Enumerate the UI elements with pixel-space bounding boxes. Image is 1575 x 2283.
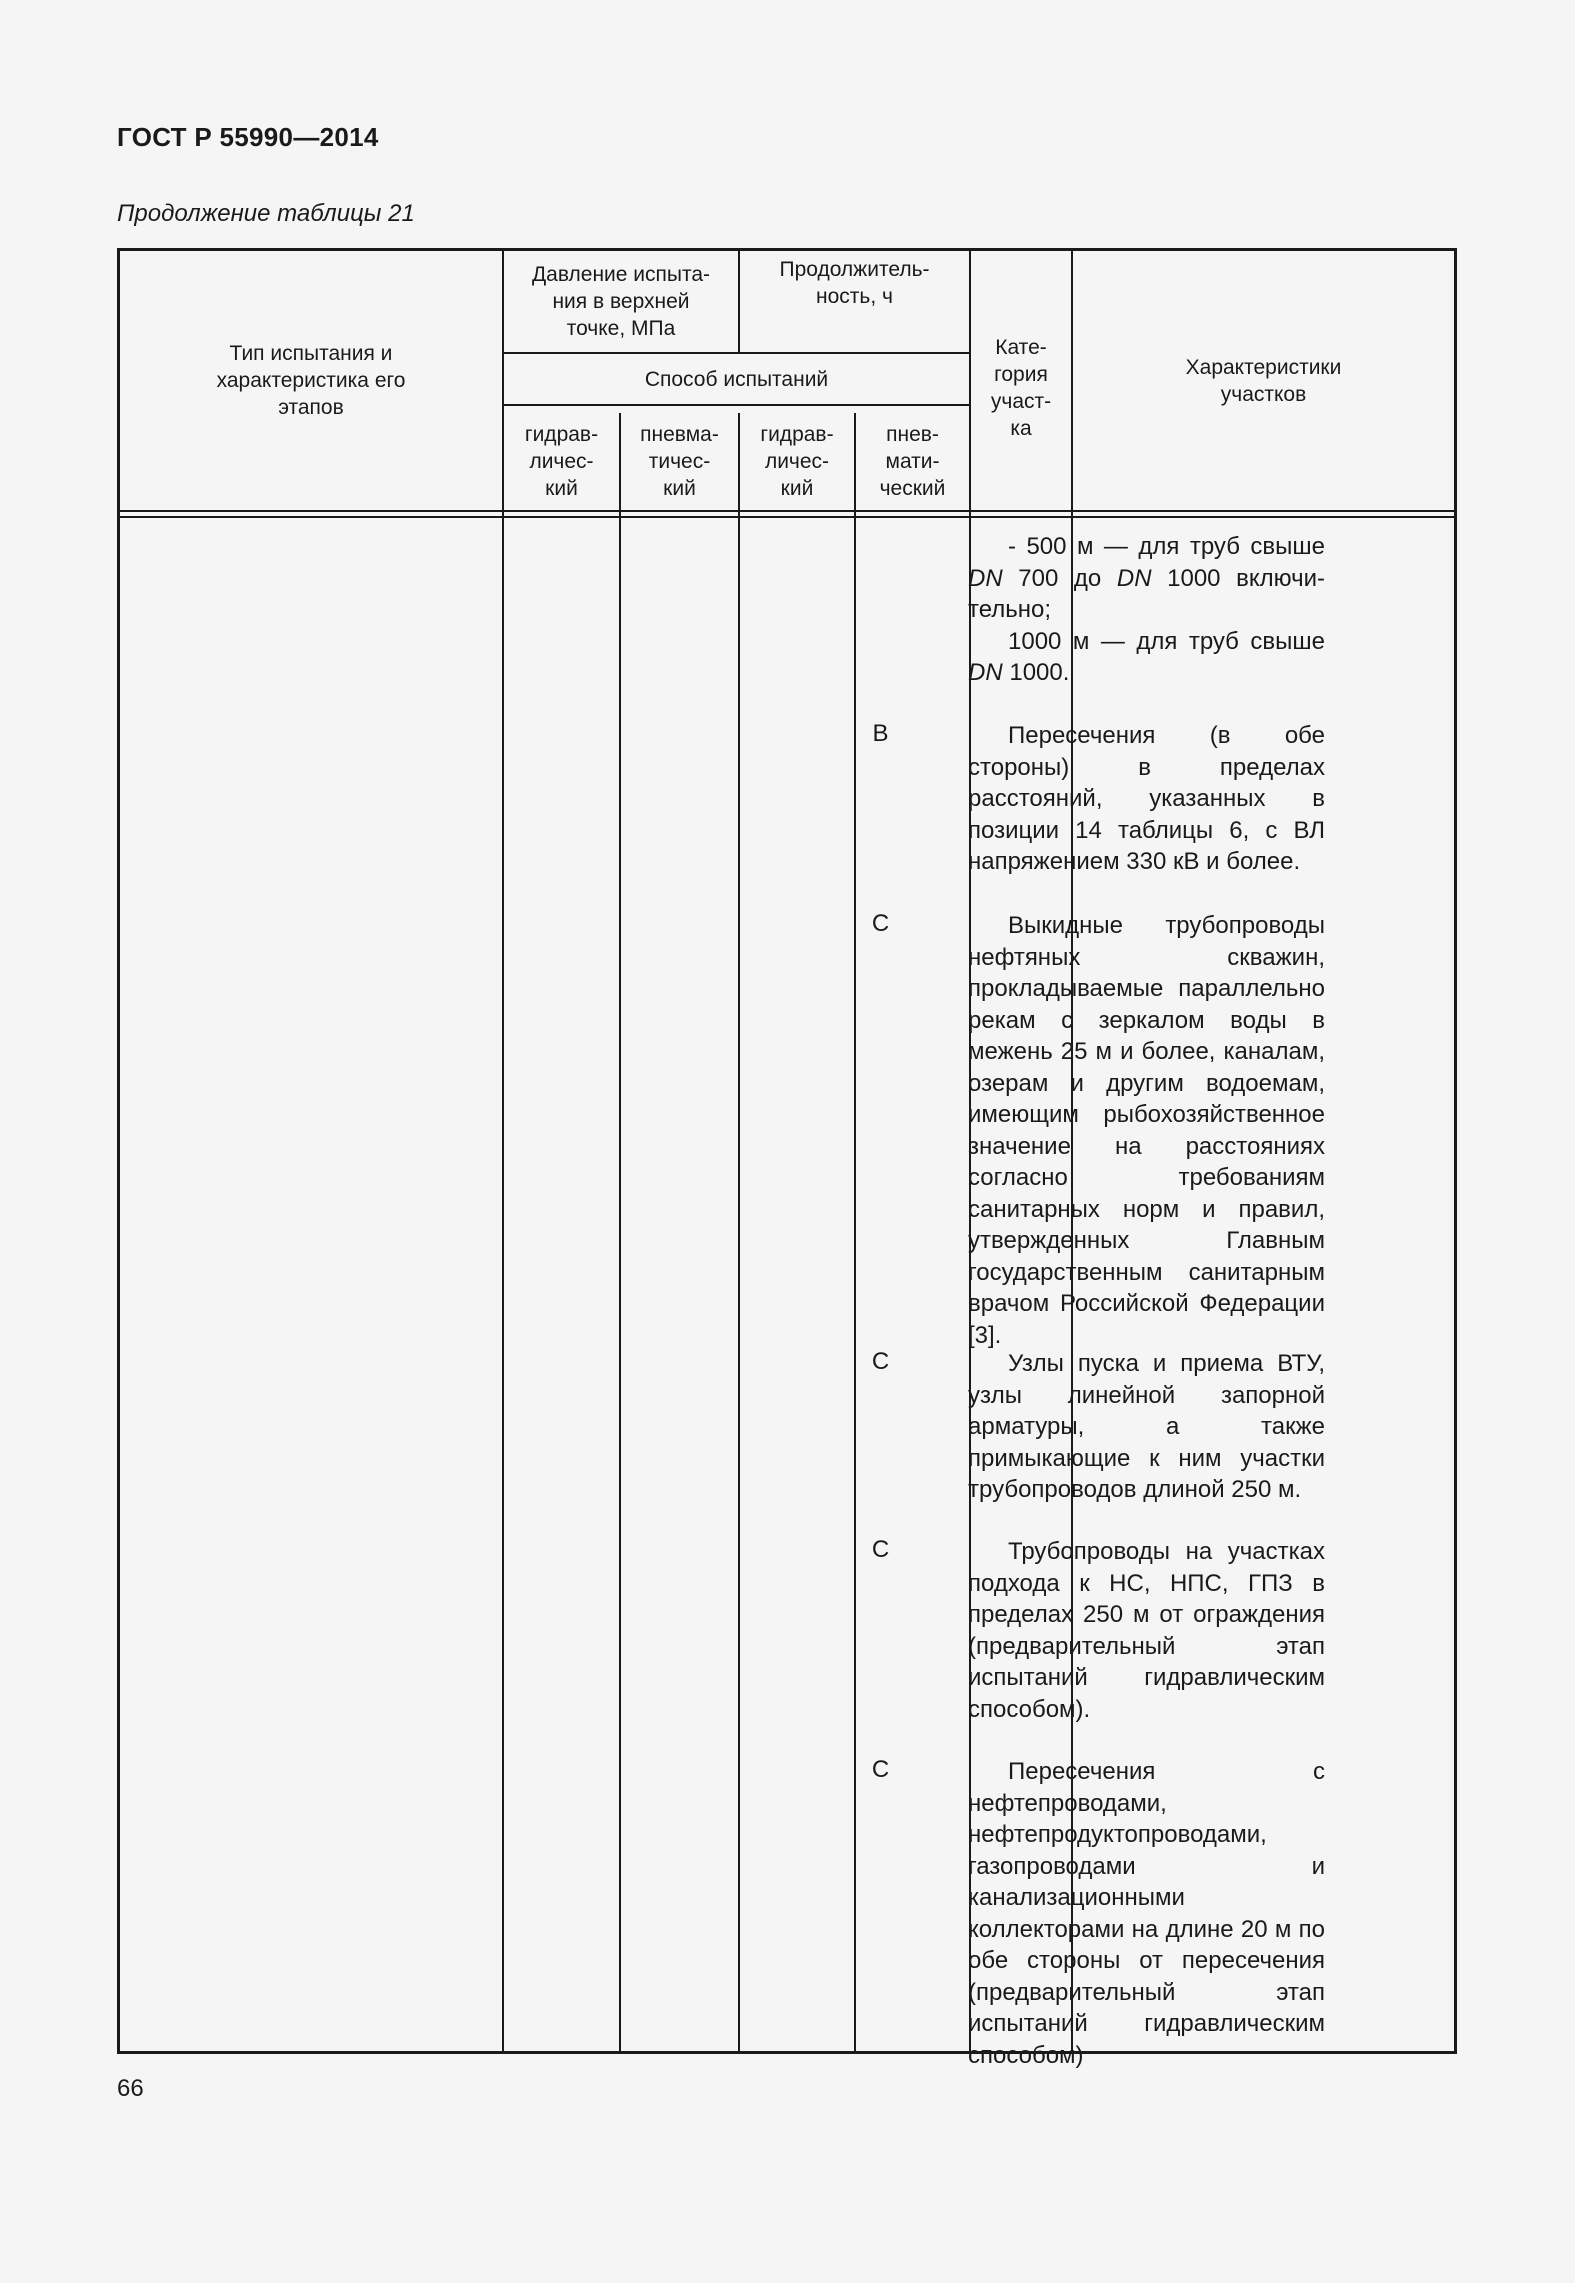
row-category: С (871, 1536, 890, 1563)
header-pressure: Давление испыта- ния в верхней точке, МПа (531, 262, 711, 340)
header-separator-2 (117, 516, 1457, 518)
col-line-2 (619, 413, 621, 2054)
col-line-4 (854, 413, 856, 2054)
col-line-3b (738, 413, 740, 2054)
header-line-2 (502, 404, 971, 406)
header-pneumatic-pressure: пневма- тичес- кий (640, 422, 719, 500)
document-code: ГОСТ Р 55990—2014 (117, 122, 379, 152)
header-category: Кате- гория участ- ка (990, 336, 1052, 440)
table-border-right (1454, 248, 1457, 2054)
header-pneumatic-duration: пнев- мати- ческий (879, 422, 946, 500)
row-characteristics: Узлы пуска и приема ВТУ, узлы линейной запорной арматуры, а также примыкающие к ним участки трубопроводов длиной 250 м. (968, 1350, 1325, 1503)
row-category: С (871, 910, 890, 937)
header-hydraulic-pressure: гидрав- личес- кий (524, 422, 599, 500)
header-hydraulic-duration: гидрав- личес- кий (760, 422, 834, 500)
col-line-1 (502, 248, 504, 2054)
row-characteristics: Выкидные трубопроводы нефтяных скважин, прокладываемые параллельно рекам с зеркалом воды в межень 25 м и более, каналам, озерам и другим водоемам, имеющим рыбохозяйственное значение на расстояниях согласно требованиям санитарных норм и правил, утвержденных Главным государственным санитарным врачом Российской Федерации [3]. (968, 912, 1325, 1349)
header-duration: Продолжитель- ность, ч (779, 258, 930, 308)
row-category: С (871, 1348, 890, 1375)
header-test-method: Способ испытаний (644, 367, 829, 391)
page-number: 66 (117, 2075, 144, 2102)
table-border-left (117, 248, 120, 2054)
row-category: С (871, 1756, 890, 1783)
row-characteristics: Пересечения (в обе стороны) в пределах расстояний, указанных в позиции 14 таблицы 6, с ВЛ напряжением 330 кВ и более. (968, 722, 1325, 875)
header-test-type: Тип испытания и характеристика его этапов (216, 342, 406, 419)
table-caption: Продолжение таблицы 21 (117, 200, 415, 227)
row-category: В (872, 720, 889, 747)
row-characteristics: Трубопроводы на участках подхода к НС, НПС, ГПЗ в пределах 250 м от ограждения (предварительный этап испытаний гидравлическим способом). (968, 1538, 1325, 1723)
header-separator (117, 510, 1457, 512)
header-characteristics: Характеристики участков (1185, 355, 1342, 406)
row-characteristics: Пересечения с нефтепроводами, нефтепродуктопроводами, газопроводами и канализационными коллекторами на длине 20 м по обе стороны от пересечения (предварительный этап испытаний гидравлическим способом) (968, 1758, 1325, 2069)
continuation-text: - 500 м — для труб свыше DN 700 до DN 1000 включи-тельно; 1000 м — для труб свыше DN 1000. (968, 533, 1326, 686)
